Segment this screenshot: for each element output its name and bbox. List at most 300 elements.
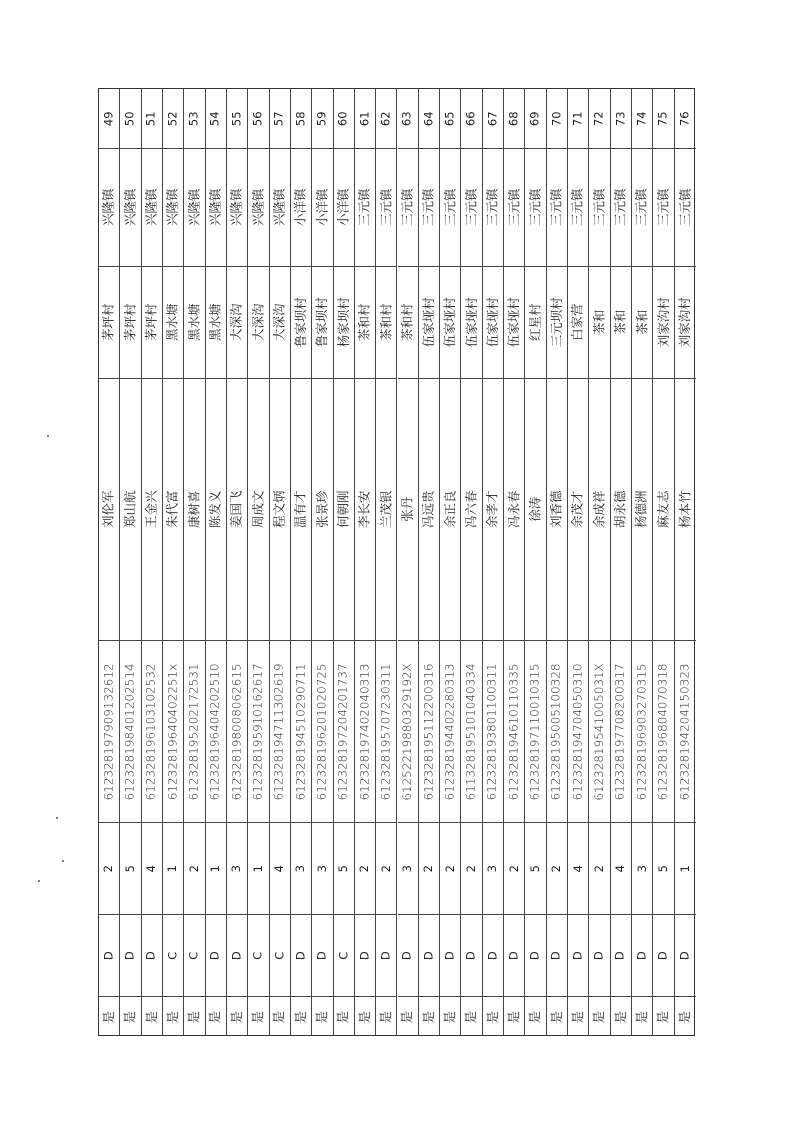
person-name-cell-text: 郑山航 (122, 490, 138, 529)
row-number (120, 89, 140, 148)
household-count-cell (504, 822, 524, 914)
id-number-cell-text: 612328194204150323 (677, 663, 692, 800)
village-cell (334, 266, 354, 378)
level-cell-text: C (271, 951, 286, 960)
village-cell (461, 266, 481, 378)
row-number (99, 89, 119, 148)
row-number (504, 89, 524, 148)
village-cell (142, 266, 162, 378)
person-name-cell (611, 378, 631, 640)
household-count-cell-text: 4 (144, 864, 159, 873)
person-name-cell (248, 378, 268, 640)
level-cell (206, 914, 226, 996)
person-name-cell (589, 378, 609, 640)
town-cell (483, 148, 503, 266)
town-cell (675, 148, 696, 266)
person-name-cell-text: 杨本竹 (677, 490, 693, 529)
id-number-cell (547, 640, 567, 822)
level-cell-text: D (634, 951, 649, 960)
id-number-cell (589, 640, 609, 822)
table-row (398, 89, 419, 1035)
town-cell (206, 148, 226, 266)
id-number-cell-text: 612328194610110335 (506, 663, 521, 800)
village-cell-text: 大深沟 (228, 303, 244, 342)
row-number-text: 58 (293, 111, 308, 126)
row-number-text: 54 (207, 111, 222, 126)
town-cell (355, 148, 375, 266)
id-number-cell-text: 612328198008062615 (229, 663, 244, 800)
id-number-cell (227, 640, 247, 822)
level-cell-text: D (399, 951, 414, 960)
flag-cell (376, 996, 396, 1037)
row-number-text: 72 (591, 111, 606, 126)
row-number-text: 70 (549, 111, 564, 126)
person-name-cell-text: 冯远贵 (420, 490, 436, 529)
person-name-cell-text: 胡永德 (612, 490, 628, 529)
household-count-cell (440, 822, 460, 914)
level-cell (355, 914, 375, 996)
flag-cell (270, 996, 290, 1037)
row-number (547, 89, 567, 148)
village-cell (589, 266, 609, 378)
person-name-cell-text: 余正良 (442, 490, 458, 529)
row-number-text: 74 (634, 111, 649, 126)
table-row (163, 89, 184, 1035)
row-number (589, 89, 609, 148)
town-cell-text: 兴隆镇 (100, 188, 116, 227)
household-count-cell-text: 4 (613, 864, 628, 873)
household-count-cell-text: 2 (421, 864, 436, 873)
level-cell-text: C (186, 951, 201, 960)
row-number-text: 67 (485, 111, 500, 126)
village-cell-text: 黑水塘 (207, 303, 223, 342)
flag-cell (355, 996, 375, 1037)
town-cell (227, 148, 247, 266)
town-cell-text: 三元镇 (677, 188, 693, 227)
household-count-cell-text: 1 (207, 864, 222, 873)
id-number-cell (632, 640, 652, 822)
level-cell (461, 914, 481, 996)
level-cell (120, 914, 140, 996)
village-cell (419, 266, 439, 378)
flag-cell (653, 996, 673, 1037)
household-count-cell-text: 4 (271, 864, 286, 873)
level-cell (227, 914, 247, 996)
flag-cell-text: 是 (655, 1010, 671, 1024)
flag-cell-text: 是 (399, 1010, 415, 1024)
flag-cell (248, 996, 268, 1037)
person-name-cell (291, 378, 311, 640)
household-count-cell-text: 2 (506, 864, 521, 873)
village-cell-text: 鲁家坝村 (292, 297, 308, 348)
village-cell-text: 白家营 (569, 303, 585, 342)
id-number-cell (440, 640, 460, 822)
household-count-cell (120, 822, 140, 914)
village-cell (120, 266, 140, 378)
town-cell (142, 148, 162, 266)
flag-cell-text: 是 (271, 1010, 287, 1024)
table-row (632, 89, 653, 1035)
household-count-cell (568, 822, 588, 914)
village-cell (440, 266, 460, 378)
scan-speck (47, 435, 49, 437)
id-number-cell-text: 612328194704050310 (570, 663, 585, 800)
flag-cell (611, 996, 631, 1037)
flag-cell-text: 是 (569, 1010, 585, 1024)
flag-cell-text: 是 (442, 1010, 458, 1024)
household-count-cell-text: 5 (527, 864, 542, 873)
level-cell-text: D (357, 951, 372, 960)
id-number-cell (355, 640, 375, 822)
id-number-cell-text: 612328194402280313 (442, 663, 457, 800)
town-cell-text: 兴隆镇 (207, 188, 223, 227)
village-cell (99, 266, 119, 378)
person-name-cell-text: 徐涛 (527, 496, 543, 523)
town-cell-text: 三元镇 (484, 188, 500, 227)
table-row (675, 89, 696, 1035)
row-number-text: 59 (314, 111, 329, 126)
person-name-cell (270, 378, 290, 640)
level-cell-text: D (527, 951, 542, 960)
person-name-cell (440, 378, 460, 640)
village-cell-text: 茶和村 (378, 303, 394, 342)
household-count-cell (227, 822, 247, 914)
person-name-cell-text: 冯永春 (506, 490, 522, 529)
person-name-cell (206, 378, 226, 640)
town-cell-text: 三元镇 (655, 188, 671, 227)
household-count-cell-text: 1 (165, 864, 180, 873)
household-count-cell-text: 3 (229, 864, 244, 873)
town-cell (568, 148, 588, 266)
level-cell (589, 914, 609, 996)
town-cell (291, 148, 311, 266)
row-number-text: 60 (335, 111, 350, 126)
flag-cell-text: 是 (378, 1010, 394, 1024)
person-name-cell (632, 378, 652, 640)
id-number-cell (568, 640, 588, 822)
table-row (291, 89, 312, 1035)
town-cell-text: 三元镇 (527, 188, 543, 227)
person-name-cell-text: 余成祥 (591, 490, 607, 529)
village-cell-text: 茶和 (591, 309, 607, 336)
flag-cell (632, 996, 652, 1037)
person-name-cell-text: 冯六春 (463, 490, 479, 529)
person-name-cell-text: 程文炳 (271, 490, 287, 529)
person-name-cell (525, 378, 545, 640)
id-number-cell-text: 611328195101040334 (463, 663, 478, 800)
level-cell-text: D (421, 951, 436, 960)
town-cell-text: 三元镇 (356, 188, 372, 227)
person-name-cell-text: 康树喜 (186, 490, 202, 529)
table-row (355, 89, 376, 1035)
scan-speck (56, 817, 58, 819)
id-number-cell-text: 61232819541005031X (591, 662, 606, 801)
table-row (589, 89, 610, 1035)
flag-cell-text: 是 (122, 1010, 138, 1024)
table-row (270, 89, 291, 1035)
flag-cell-text: 是 (527, 1010, 543, 1024)
town-cell (184, 148, 204, 266)
table-row (461, 89, 482, 1035)
village-cell (611, 266, 631, 378)
flag-cell (483, 996, 503, 1037)
row-number-text: 76 (677, 111, 692, 126)
table-row (653, 89, 674, 1035)
flag-cell (504, 996, 524, 1037)
id-number-cell (611, 640, 631, 822)
row-number (142, 89, 162, 148)
town-cell (312, 148, 332, 266)
flag-cell (568, 996, 588, 1037)
table-row (376, 89, 397, 1035)
id-number-cell-text: 612328197110010315 (527, 663, 542, 800)
household-count-cell-text: 3 (314, 864, 329, 873)
level-cell-text: D (122, 951, 137, 960)
row-number (398, 89, 418, 148)
household-count-cell-text: 3 (399, 864, 414, 873)
village-cell-text: 伍家垭村 (484, 297, 500, 348)
row-number-text: 71 (570, 111, 585, 126)
household-count-cell-text: 3 (485, 864, 500, 873)
town-cell-text: 兴隆镇 (143, 188, 159, 227)
id-number-cell-text: 612328197204201737 (335, 663, 350, 800)
id-number-cell (461, 640, 481, 822)
town-cell-text: 兴隆镇 (228, 188, 244, 227)
id-number-cell (248, 640, 268, 822)
flag-cell (312, 996, 332, 1037)
level-cell-text: D (463, 951, 478, 960)
household-count-cell-text: 2 (442, 864, 457, 873)
table-row (334, 89, 355, 1035)
flag-cell (334, 996, 354, 1037)
town-cell (632, 148, 652, 266)
id-number-cell (163, 640, 183, 822)
village-cell (547, 266, 567, 378)
level-cell (504, 914, 524, 996)
table-row (547, 89, 568, 1035)
row-number-text: 75 (655, 111, 670, 126)
person-name-cell (419, 378, 439, 640)
flag-cell (525, 996, 545, 1037)
town-cell-text: 小洋镇 (292, 188, 308, 227)
person-name-cell (675, 378, 696, 640)
village-cell (568, 266, 588, 378)
data-table (98, 88, 695, 1036)
row-number (461, 89, 481, 148)
town-cell-text: 小洋镇 (335, 188, 351, 227)
person-name-cell-text: 余茂才 (569, 490, 585, 529)
household-count-cell (312, 822, 332, 914)
row-number (653, 89, 673, 148)
village-cell (398, 266, 418, 378)
flag-cell (99, 996, 119, 1037)
town-cell (99, 148, 119, 266)
flag-cell (419, 996, 439, 1037)
person-name-cell (653, 378, 673, 640)
table-row (611, 89, 632, 1035)
household-count-cell (206, 822, 226, 914)
household-count-cell (675, 822, 696, 914)
table-row (483, 89, 504, 1035)
scan-speck (38, 880, 40, 882)
town-cell-text: 三元镇 (633, 188, 649, 227)
town-cell (248, 148, 268, 266)
flag-cell (120, 996, 140, 1037)
person-name-cell (483, 378, 503, 640)
row-number (291, 89, 311, 148)
household-count-cell-text: 2 (549, 864, 564, 873)
id-number-cell (142, 640, 162, 822)
flag-cell (142, 996, 162, 1037)
flag-cell-text: 是 (505, 1010, 521, 1024)
town-cell (120, 148, 140, 266)
town-cell (440, 148, 460, 266)
level-cell (419, 914, 439, 996)
row-number-text: 63 (399, 111, 414, 126)
flag-cell-text: 是 (100, 1010, 116, 1024)
household-count-cell (547, 822, 567, 914)
household-count-cell (291, 822, 311, 914)
level-cell (334, 914, 354, 996)
town-cell-text: 三元镇 (548, 188, 564, 227)
village-cell (248, 266, 268, 378)
household-count-cell (589, 822, 609, 914)
flag-cell-text: 是 (356, 1010, 372, 1024)
person-name-cell (227, 378, 247, 640)
id-number-cell-text: 612328194510290711 (293, 663, 308, 800)
person-name-cell-text: 杨德洲 (633, 490, 649, 529)
town-cell-text: 三元镇 (442, 188, 458, 227)
flag-cell-text: 是 (335, 1010, 351, 1024)
town-cell (589, 148, 609, 266)
household-count-cell (376, 822, 396, 914)
village-cell-text: 茶和 (612, 309, 628, 336)
flag-cell-text: 是 (228, 1010, 244, 1024)
level-cell (632, 914, 652, 996)
table-row (120, 89, 141, 1035)
id-number-cell-text: 61232819640402251x (165, 663, 180, 800)
village-cell-text: 茅坪村 (100, 303, 116, 342)
village-cell (483, 266, 503, 378)
level-cell-text: C (250, 951, 265, 960)
person-name-cell (142, 378, 162, 640)
level-cell-text: D (549, 951, 564, 960)
flag-cell-text: 是 (250, 1010, 266, 1024)
household-count-cell-text: 5 (655, 864, 670, 873)
level-cell-text: D (144, 951, 159, 960)
town-cell (547, 148, 567, 266)
flag-cell-text: 是 (420, 1010, 436, 1024)
row-number (568, 89, 588, 148)
household-count-cell (184, 822, 204, 914)
town-cell (525, 148, 545, 266)
level-cell-text: D (677, 951, 692, 960)
village-cell (206, 266, 226, 378)
id-number-cell-text: 612328196903270315 (634, 663, 649, 800)
person-name-cell-text: 陈发义 (207, 490, 223, 529)
village-cell-text: 红星村 (527, 303, 543, 342)
village-cell (504, 266, 524, 378)
row-number (483, 89, 503, 148)
id-number-cell (525, 640, 545, 822)
town-cell-text: 小洋镇 (314, 188, 330, 227)
level-cell (270, 914, 290, 996)
town-cell (419, 148, 439, 266)
village-cell (270, 266, 290, 378)
village-cell (675, 266, 696, 378)
village-cell (227, 266, 247, 378)
person-name-cell-text: 朱代富 (164, 490, 180, 529)
flag-cell (589, 996, 609, 1037)
household-count-cell (142, 822, 162, 914)
id-number-cell-text: 612328193801100311 (485, 663, 500, 800)
row-number-text: 73 (613, 111, 628, 126)
flag-cell (227, 996, 247, 1037)
town-cell (376, 148, 396, 266)
person-name-cell (334, 378, 354, 640)
village-cell-text: 茶和村 (356, 303, 372, 342)
person-name-cell (99, 378, 119, 640)
row-number (632, 89, 652, 148)
village-cell-text: 三元坝村 (548, 297, 564, 348)
id-number-cell (312, 640, 332, 822)
id-number-cell (419, 640, 439, 822)
level-cell (483, 914, 503, 996)
id-number-cell (376, 640, 396, 822)
level-cell-text: D (314, 951, 329, 960)
village-cell-text: 伍家垭村 (420, 297, 436, 348)
flag-cell-text: 是 (463, 1010, 479, 1024)
level-cell (291, 914, 311, 996)
town-cell-text: 三元镇 (463, 188, 479, 227)
flag-cell-text: 是 (292, 1010, 308, 1024)
table-row (248, 89, 269, 1035)
flag-cell (291, 996, 311, 1037)
table-row (142, 89, 163, 1035)
id-number-cell-text: 612328197708200317 (612, 663, 627, 800)
household-count-cell (270, 822, 290, 914)
row-number-text: 64 (421, 111, 436, 126)
household-count-cell-text: 2 (357, 864, 372, 873)
level-cell-text: D (229, 951, 244, 960)
id-number-cell (398, 640, 418, 822)
village-cell-text: 茶和 (633, 309, 649, 336)
table-row (184, 89, 205, 1035)
level-cell (568, 914, 588, 996)
household-count-cell-text: 2 (378, 864, 393, 873)
flag-cell (675, 996, 696, 1037)
person-name-cell-text: 周成文 (250, 490, 266, 529)
level-cell-text: D (613, 951, 628, 960)
table-row (227, 89, 248, 1035)
town-cell-text: 三元镇 (569, 188, 585, 227)
row-number-text: 66 (463, 111, 478, 126)
village-cell-text: 伍家垭村 (463, 297, 479, 348)
flag-cell-text: 是 (314, 1010, 330, 1024)
row-number-text: 61 (357, 111, 372, 126)
person-name-cell-text: 李长安 (356, 490, 372, 529)
household-count-cell-text: 2 (463, 864, 478, 873)
household-count-cell-text: 4 (570, 864, 585, 873)
row-number-text: 55 (229, 111, 244, 126)
flag-cell (163, 996, 183, 1037)
town-cell-text: 三元镇 (591, 188, 607, 227)
town-cell-text: 兴隆镇 (271, 188, 287, 227)
row-number (206, 89, 226, 148)
village-cell (653, 266, 673, 378)
level-cell (248, 914, 268, 996)
village-cell (163, 266, 183, 378)
